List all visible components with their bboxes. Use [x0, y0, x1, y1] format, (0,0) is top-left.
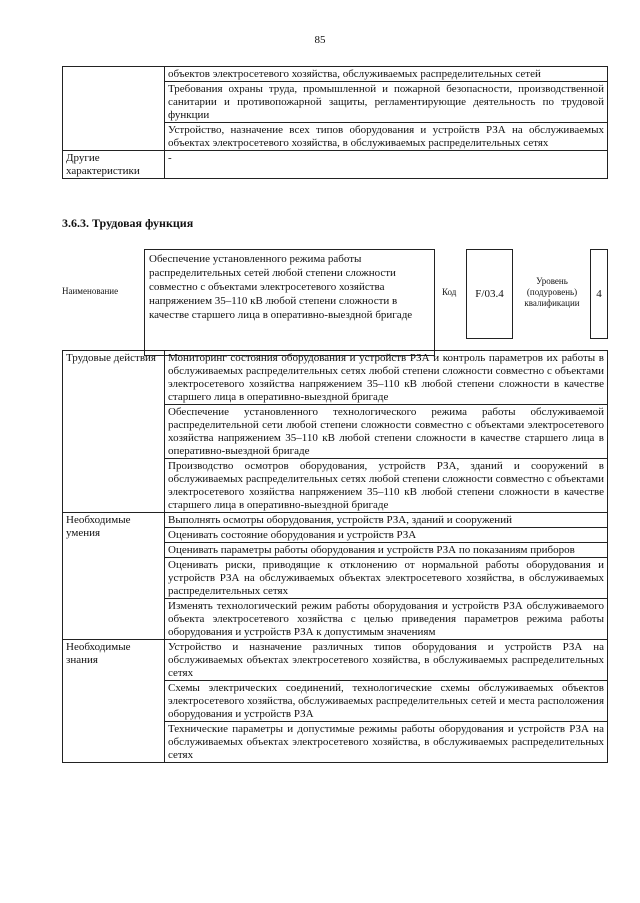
required-skills-label: Необходимые умения — [63, 513, 165, 640]
labor-action-cell: Производство осмотров оборудования, устройств РЗА, зданий и сооружений в обслуживаемых распределительных сетях любой степени сложности совместно с объектами электросетевого хозяйства напряжением 35–110 кВ любой степени сложности в качестве старшего лица в оперативно-выездной бригаде — [165, 459, 608, 513]
skill-cell: Оценивать параметры работы оборудования и устройств РЗА по показаниям приборов — [165, 543, 608, 558]
function-name-label: Наименование — [62, 286, 119, 296]
skill-cell: Изменять технологический режим работы оборудования и устройств РЗА обслуживаемого объекта электросетевого хозяйства с целью приведения параметров режима работы оборудования и устройств РЗА к допустимым значениям — [165, 599, 608, 640]
function-code-label: Код — [442, 287, 457, 297]
knowledge-cell: Схемы электрических соединений, технологические схемы обслуживаемых объектов электросетевого хозяйства, обслуживаемых распределительных сетей и места расположения оборудования и устройств РЗА — [165, 681, 608, 722]
table-row — [63, 640, 608, 681]
skill-cell: Оценивать состояние оборудования и устройств РЗА — [165, 528, 608, 543]
knowledge-cell: Технические параметры и допустимые режимы работы оборудования и устройств РЗА на обслуживаемых объектах электросетевого хозяйства, в обслуживаемых распределительных сетях — [165, 722, 608, 763]
other-characteristics-value: - — [165, 151, 608, 179]
function-name-box: Обеспечение установленного режима работы распределительных сетей любой степени сложности совместно с объектами электросетевого хозяйства напряжением 35–110 кВ любой степени сложности в качестве старшего лица в оперативно-выездной бригаде — [144, 249, 435, 356]
table-row — [63, 513, 608, 528]
knowledge-cell: Устройство, назначение всех типов оборудования и устройств РЗА на обслуживаемых объектах электросетевого хозяйства, в обслуживаемых распределительных сетях — [165, 123, 608, 151]
required-knowledge-label: Необходимые знания — [63, 640, 165, 763]
knowledge-cell: Устройство и назначение различных типов оборудования и устройств РЗА на обслуживаемых объектах электросетевого хозяйства, в обслуживаемых распределительных сетях — [165, 640, 608, 681]
section-heading: 3.6.3. Трудовая функция — [62, 216, 194, 230]
table-row — [63, 151, 608, 179]
previous-function-table — [62, 66, 608, 179]
table-row — [63, 67, 608, 82]
knowledge-cell: Требования охраны труда, промышленной и пожарной безопасности, производственной санитарии и противопожарной защиты, регламентирующие деятельность по трудовой функции — [165, 82, 608, 123]
skill-cell: Оценивать риски, приводящие к отклонению от нормальной работы оборудования и устройств РЗА на обслуживаемых объектах электросетевого хозяйства, в обслуживаемых распределительных сетях — [165, 558, 608, 599]
row-label-empty — [63, 67, 165, 151]
table-row — [63, 351, 608, 405]
other-characteristics-label: Другие характеристики — [63, 151, 165, 179]
skill-cell: Выполнять осмотры оборудования, устройств РЗА, зданий и сооружений — [165, 513, 608, 528]
page-number: 85 — [314, 34, 326, 46]
knowledge-cell: объектов электросетевого хозяйства, обслуживаемых распределительных сетей — [165, 67, 608, 82]
qualification-level-box: 4 — [590, 249, 608, 339]
qualification-level-label: Уровень (подуровень) квалификации — [524, 276, 580, 308]
labor-actions-label: Трудовые действия — [63, 351, 165, 513]
labor-action-cell: Обеспечение установленного технологического режима работы обслуживаемой распределительной сети любой степени сложности совместно с объектами электросетевого хозяйства напряжением 35–110 кВ любой степени сложности в качестве старшего лица в оперативно-выездной бригаде — [165, 405, 608, 459]
function-code-box: F/03.4 — [466, 249, 513, 339]
function-details-table — [62, 350, 608, 763]
labor-action-cell: Мониторинг состояния оборудования и устройств РЗА и контроль параметров их работы в обслуживаемых распределительных сетях любой степени сложности совместно с объектами электросетевого хозяйства напряжением 35–110 кВ любой степени сложности в качестве старшего лица в оперативно-выездной бригаде — [165, 351, 608, 405]
